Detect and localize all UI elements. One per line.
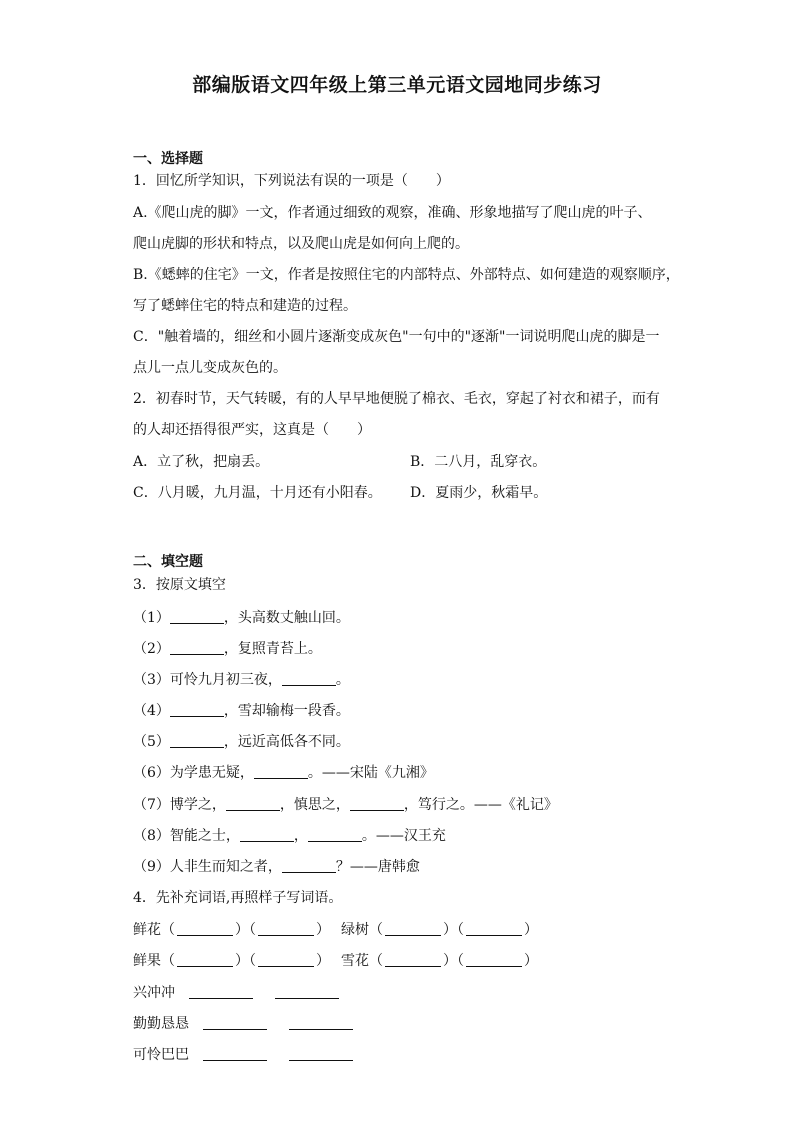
- question-3-stem: 3．按原文填空: [133, 577, 226, 593]
- question-2-stem-line1: 2．初春时节，天气转暖，有的人早早地便脱了棉衣、毛衣，穿起了衬衣和裙子，而有: [133, 391, 660, 407]
- fill-item-2: （2） ，复照青苔上。: [133, 641, 322, 657]
- fill-item-1: （1） ，头高数丈触山回。: [133, 610, 350, 626]
- fill-item-7: （7）博学之， ，慎思之， ，笃行之。——《礼记》: [133, 797, 558, 813]
- fill-item-4: （4） ，雪却输梅一段香。: [133, 703, 350, 719]
- fill-item-5: （5） ，远近高低各不同。: [133, 734, 350, 750]
- answer-blank[interactable]: [203, 1046, 267, 1061]
- question-1-stem: 1．回忆所学知识，下列说法有误的一项是（ ）: [133, 173, 450, 189]
- answer-blank[interactable]: [170, 640, 224, 655]
- answer-blank[interactable]: [466, 952, 522, 967]
- question-2-option-b: B．二八月，乱穿衣。: [410, 454, 547, 470]
- question-2-stem-line2: 的人却还捂得很严实，这真是（ ）: [133, 422, 371, 438]
- question-1-option-a-line1: A.《爬山虎的脚》一文，作者通过细致的观察，准确、形象地描写了爬山虎的叶子、: [133, 205, 652, 221]
- question-1-option-a-line2: 爬山虎脚的形状和特点，以及爬山虎是如何向上爬的。: [133, 236, 469, 252]
- answer-blank[interactable]: [254, 764, 308, 779]
- question-2-option-a: A．立了秋，把扇丢。: [133, 454, 270, 470]
- answer-blank[interactable]: [350, 796, 404, 811]
- answer-blank[interactable]: [258, 952, 314, 967]
- answer-blank[interactable]: [240, 827, 294, 842]
- answer-blank[interactable]: [189, 984, 253, 999]
- answer-blank[interactable]: [170, 609, 224, 624]
- answer-blank[interactable]: [203, 1015, 267, 1030]
- section-heading-choice: 一、选择题: [133, 151, 203, 167]
- word-fill-row-1-right: 绿树（ ）（ ）: [341, 922, 538, 938]
- question-1-option-c-line1: C．"触着墙的，细丝和小圆片逐渐变成灰色"一句中的"逐渐"一词说明爬山虎的脚是一: [133, 329, 660, 345]
- answer-blank[interactable]: [170, 733, 224, 748]
- question-1-option-c-line2: 点儿一点儿变成灰色的。: [133, 360, 287, 376]
- answer-blank[interactable]: [308, 827, 362, 842]
- answer-blank[interactable]: [177, 921, 233, 936]
- answer-blank[interactable]: [466, 921, 522, 936]
- question-2-option-c: C．八月暖，九月温，十月还有小阳春。: [133, 485, 382, 501]
- answer-blank[interactable]: [385, 952, 441, 967]
- word-pattern-row-1: 兴冲冲: [133, 984, 339, 1002]
- question-1-option-b-line2: 写了蟋蟀住宅的特点和建造的过程。: [133, 298, 357, 314]
- question-4-stem: 4．先补充词语,再照样子写词语。: [133, 890, 343, 906]
- answer-blank[interactable]: [282, 858, 336, 873]
- word-fill-row-2-right: 雪花（ ）（ ）: [341, 953, 538, 969]
- fill-item-9: （9）人非生而知之者， ？——唐韩愈: [133, 859, 420, 875]
- fill-item-3: （3）可怜九月初三夜， 。: [133, 672, 350, 688]
- question-1-option-b-line1: B.《蟋蟀的住宅》一文，作者是按照住宅的内部特点、外部特点、如何建造的观察顺序，: [133, 267, 680, 283]
- answer-blank[interactable]: [282, 671, 336, 686]
- word-pattern-row-3: 可怜巴巴: [133, 1046, 353, 1064]
- word-fill-row-1-left: 鲜花（ ）（ ）: [133, 922, 330, 938]
- answer-blank[interactable]: [226, 796, 280, 811]
- answer-blank[interactable]: [170, 702, 224, 717]
- page-title: 部编版语文四年级上第三单元语文园地同步练习: [192, 74, 602, 96]
- answer-blank[interactable]: [289, 1015, 353, 1030]
- word-fill-row-2-left: 鲜果（ ）（ ）: [133, 953, 330, 969]
- answer-blank[interactable]: [289, 1046, 353, 1061]
- answer-blank[interactable]: [275, 984, 339, 999]
- answer-blank[interactable]: [258, 921, 314, 936]
- question-2-option-d: D．夏雨少，秋霜早。: [410, 485, 548, 501]
- section-heading-fill: 二、填空题: [133, 554, 203, 570]
- word-pattern-row-2: 勤勤恳恳: [133, 1015, 353, 1033]
- fill-item-6: （6）为学患无疑， 。——宋陆《九湘》: [133, 765, 434, 781]
- fill-item-8: （8）智能之士， ， 。——汉王充: [133, 828, 446, 844]
- answer-blank[interactable]: [385, 921, 441, 936]
- answer-blank[interactable]: [177, 952, 233, 967]
